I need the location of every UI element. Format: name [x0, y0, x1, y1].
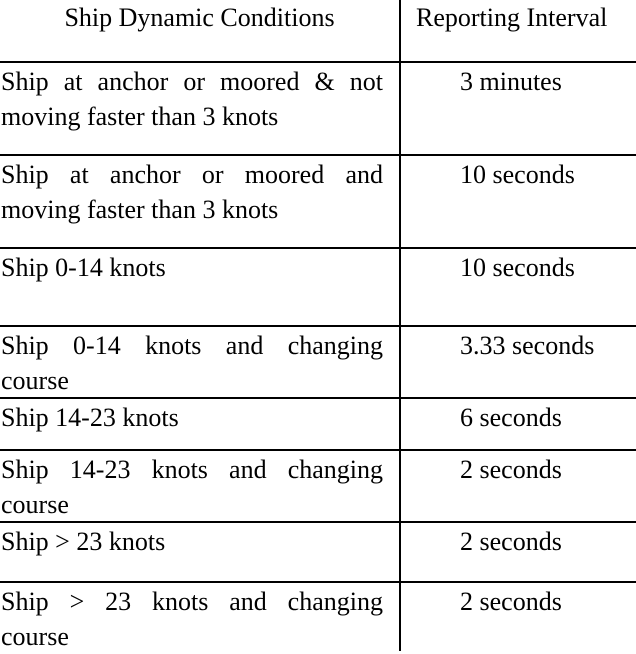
table-row	[0, 247, 636, 325]
interval-cell: 3 minutes	[460, 67, 562, 96]
interval-cell: 6 seconds	[460, 403, 562, 432]
table-header-row	[0, 0, 636, 62]
condition-cell: Ship at anchor or moored & not moving faster than 3 knots	[1, 67, 383, 131]
condition-cell: Ship at anchor or moored and moving faster than 3 knots	[1, 160, 383, 224]
condition-cell: Ship 14-23 knots and changing course	[1, 455, 383, 519]
table-row	[0, 521, 636, 581]
interval-cell: 10 seconds	[460, 160, 575, 189]
table-row	[0, 581, 636, 651]
table-row	[0, 154, 636, 247]
header-reporting-interval: Reporting Interval	[416, 3, 608, 32]
condition-cell: Ship 14-23 knots	[1, 403, 179, 432]
table-row	[0, 449, 636, 521]
interval-cell: 10 seconds	[460, 253, 575, 282]
interval-cell: 3.33 seconds	[460, 331, 595, 360]
interval-cell: 2 seconds	[460, 587, 562, 616]
condition-cell: Ship 0-14 knots	[1, 253, 166, 282]
interval-cell: 2 seconds	[460, 527, 562, 556]
table-row	[0, 61, 636, 154]
condition-cell: Ship > 23 knots	[1, 527, 166, 556]
condition-cell: Ship > 23 knots and changing course	[1, 587, 383, 651]
condition-cell: Ship 0-14 knots and changing course	[1, 331, 383, 395]
interval-cell: 2 seconds	[460, 455, 562, 484]
header-ship-dynamic-conditions: Ship Dynamic Conditions	[64, 3, 335, 32]
table-row	[0, 325, 636, 397]
table-row	[0, 397, 636, 449]
